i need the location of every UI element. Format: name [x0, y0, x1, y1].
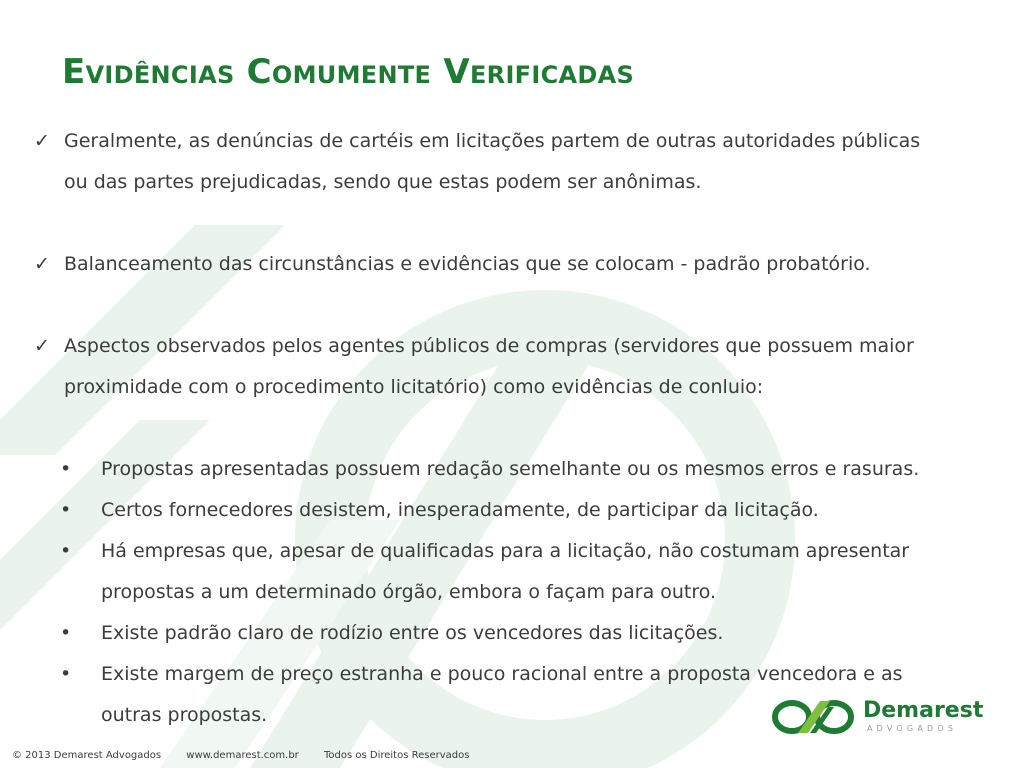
bullet-item-2: Certos fornecedores desistem, inesperadamente, de participar da licitação. — [101, 499, 819, 521]
bullet-icon: • — [60, 663, 72, 685]
demarest-logo — [770, 698, 984, 739]
check-line-3: Aspectos observados pelos agentes públicos de compras (servidores que possuem maior — [64, 335, 914, 357]
logo-mark-icon — [770, 699, 858, 735]
footer — [12, 750, 491, 761]
slide-title: Evidências Comumente Verificadas — [62, 52, 635, 92]
check-icon: ✓ — [34, 335, 50, 357]
bullet-item-5: Existe margem de preço estranha e pouco racional entre a proposta vencedora e as — [101, 663, 903, 685]
bullet-icon: • — [60, 499, 72, 521]
bullet-icon: • — [60, 622, 72, 644]
bullet-item-1: Propostas apresentadas possuem redação semelhante ou os mesmos erros e rasuras. — [101, 458, 920, 480]
bullet-item-5b: outras propostas. — [101, 704, 268, 726]
bullet-item-3: Há empresas que, apesar de qualificadas para a licitação, não costumam apresentar — [101, 540, 910, 562]
check-line-1: Geralmente, as denúncias de cartéis em licitações partem de outras autoridades públicas — [64, 130, 921, 152]
check-icon: ✓ — [34, 253, 50, 275]
check-line-1b: ou das partes prejudicadas, sendo que estas podem ser anônimas. — [64, 171, 702, 193]
logo-brand: Demarest — [863, 698, 984, 723]
bullet-item-3b: propostas a um determinado órgão, embora o façam para outro. — [101, 581, 717, 603]
bullet-item-4: Existe padrão claro de rodízio entre os vencedores das licitações. — [101, 622, 724, 644]
check-line-3b: proximidade com o procedimento licitatório) como evidências de conluio: — [64, 376, 764, 398]
check-line-2: Balanceamento das circunstâncias e evidências que se colocam - padrão probatório. — [64, 253, 871, 275]
logo-subtitle: ADVOGADOS — [867, 724, 958, 733]
footer-copyright: © 2013 Demarest Advogados — [12, 750, 162, 761]
footer-url[interactable]: www.demarest.com.br — [186, 750, 299, 761]
footer-rights: Todos os Direitos Reservados — [323, 750, 470, 761]
bullet-icon: • — [60, 458, 72, 480]
bullet-icon: • — [60, 540, 72, 562]
check-icon: ✓ — [34, 130, 50, 152]
